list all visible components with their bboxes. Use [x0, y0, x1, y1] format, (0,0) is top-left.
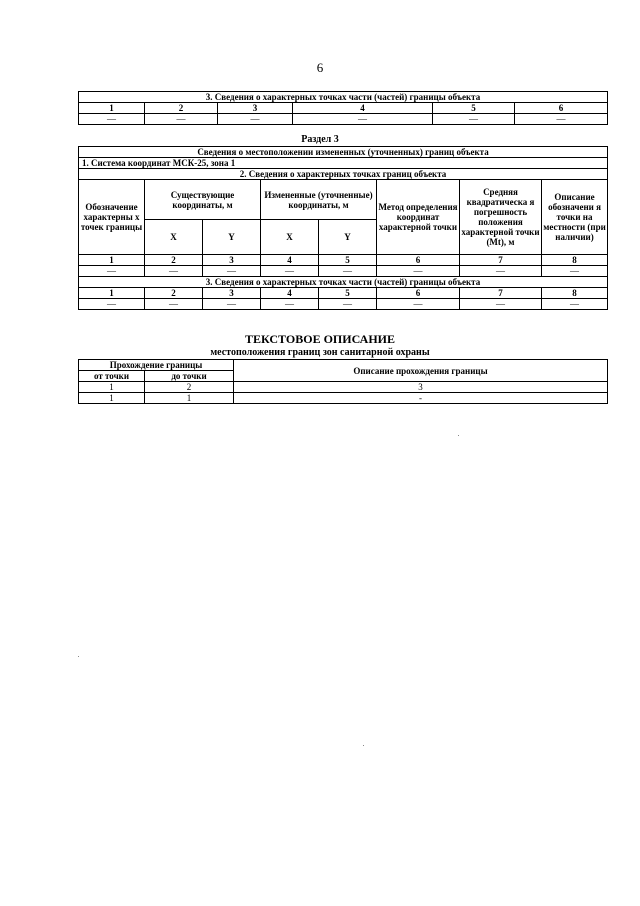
top-parts-table — [78, 91, 608, 125]
table-cell: 1 — [145, 393, 234, 404]
table-header-cell: 6 — [377, 288, 460, 299]
table-cell: — — [261, 299, 319, 310]
table-header-cell: 1 — [79, 103, 145, 114]
table-header-cell: 5 — [319, 288, 377, 299]
table-header-cell: 3 — [203, 288, 261, 299]
table-cell: 1 — [79, 393, 145, 404]
table-cell: - — [234, 393, 608, 404]
section-heading: Раздел 3 — [301, 134, 339, 145]
table-cell: — — [377, 299, 460, 310]
page-number: 6 — [316, 60, 324, 75]
table-cell: — — [145, 299, 203, 310]
table-cell: — — [79, 114, 145, 125]
table-header-cell: 2 — [145, 103, 218, 114]
col-to: до точки — [145, 371, 234, 382]
table-header-cell: 8 — [542, 288, 608, 299]
table-header-cell: 6 — [377, 255, 460, 266]
table-cell: — — [261, 266, 319, 277]
table-header-cell: 4 — [261, 288, 319, 299]
table-cell: — — [542, 266, 608, 277]
table-header-cell: 8 — [542, 255, 608, 266]
table-header-cell: 7 — [460, 288, 542, 299]
table-header-cell: 1 — [79, 255, 145, 266]
text-description-heading: ТЕКСТОВОЕ ОПИСАНИЕ — [244, 332, 395, 346]
table-cell: 1 — [79, 382, 145, 393]
col-desc: Описание прохождения границы — [234, 360, 608, 382]
section3-table — [78, 146, 608, 310]
table-header-cell: 7 — [460, 255, 542, 266]
table-header-cell: 1 — [79, 288, 145, 299]
parts-title: 3. Сведения о характерных точках части (частей) границы объекта — [79, 277, 608, 288]
y-label: Y — [319, 220, 377, 255]
table-header-cell: 3 — [218, 103, 293, 114]
table-cell: — — [218, 114, 293, 125]
points-title: 2. Сведения о характерных точках границ объекта — [79, 169, 608, 180]
scan-speck — [458, 435, 459, 436]
table-cell: — — [515, 114, 608, 125]
table-cell: — — [433, 114, 515, 125]
col-accuracy: Средняя квадратическа я погрешность положения характерной точки (Mt), м — [460, 180, 542, 255]
table-cell: — — [319, 266, 377, 277]
table-cell: — — [203, 299, 261, 310]
table-header-cell: 4 — [261, 255, 319, 266]
table-cell: — — [79, 299, 145, 310]
col-method: Метод определения координат характерной точки — [377, 180, 460, 255]
table-header-cell: 2 — [145, 288, 203, 299]
boundary-description-table — [78, 359, 608, 404]
scan-speck — [78, 656, 79, 657]
table-cell: 2 — [145, 382, 234, 393]
section-title: Сведения о местоположении измененных (уточненных) границ объекта — [79, 147, 608, 158]
table-header-cell: 6 — [515, 103, 608, 114]
text-description-subheading: местоположения границ зон санитарной охраны — [210, 347, 430, 358]
col-designation: Обозначение характерны х точек границы — [79, 180, 145, 255]
table-cell: — — [145, 114, 218, 125]
col-changed-coords: Измененные (уточненные) координаты, м — [261, 180, 377, 220]
y-label: Y — [203, 220, 261, 255]
table-cell: — — [203, 266, 261, 277]
x-label: X — [145, 220, 203, 255]
top-table-title: 3. Сведения о характерных точках части (частей) границы объекта — [79, 92, 608, 103]
table-cell: — — [377, 266, 460, 277]
table-cell: 3 — [234, 382, 608, 393]
table-header-cell: 5 — [433, 103, 515, 114]
table-header-cell: 4 — [293, 103, 433, 114]
table-cell: — — [460, 266, 542, 277]
col-existing-coords: Существующие координаты, м — [145, 180, 261, 220]
table-header-cell: 3 — [203, 255, 261, 266]
coord-system: 1. Система координат МСК-25, зона 1 — [79, 158, 608, 169]
table-cell: — — [460, 299, 542, 310]
table-header-cell: 5 — [319, 255, 377, 266]
col-description: Описание обозначени я точки на местности (при наличии) — [542, 180, 608, 255]
x-label: X — [261, 220, 319, 255]
table-cell: — — [542, 299, 608, 310]
scan-speck — [363, 745, 364, 746]
table-header-cell: 2 — [145, 255, 203, 266]
table-cell: — — [145, 266, 203, 277]
table-cell: — — [293, 114, 433, 125]
table-cell: — — [319, 299, 377, 310]
table-cell: — — [79, 266, 145, 277]
col-passage: Прохождение границы — [79, 360, 234, 371]
col-from: от точки — [79, 371, 145, 382]
